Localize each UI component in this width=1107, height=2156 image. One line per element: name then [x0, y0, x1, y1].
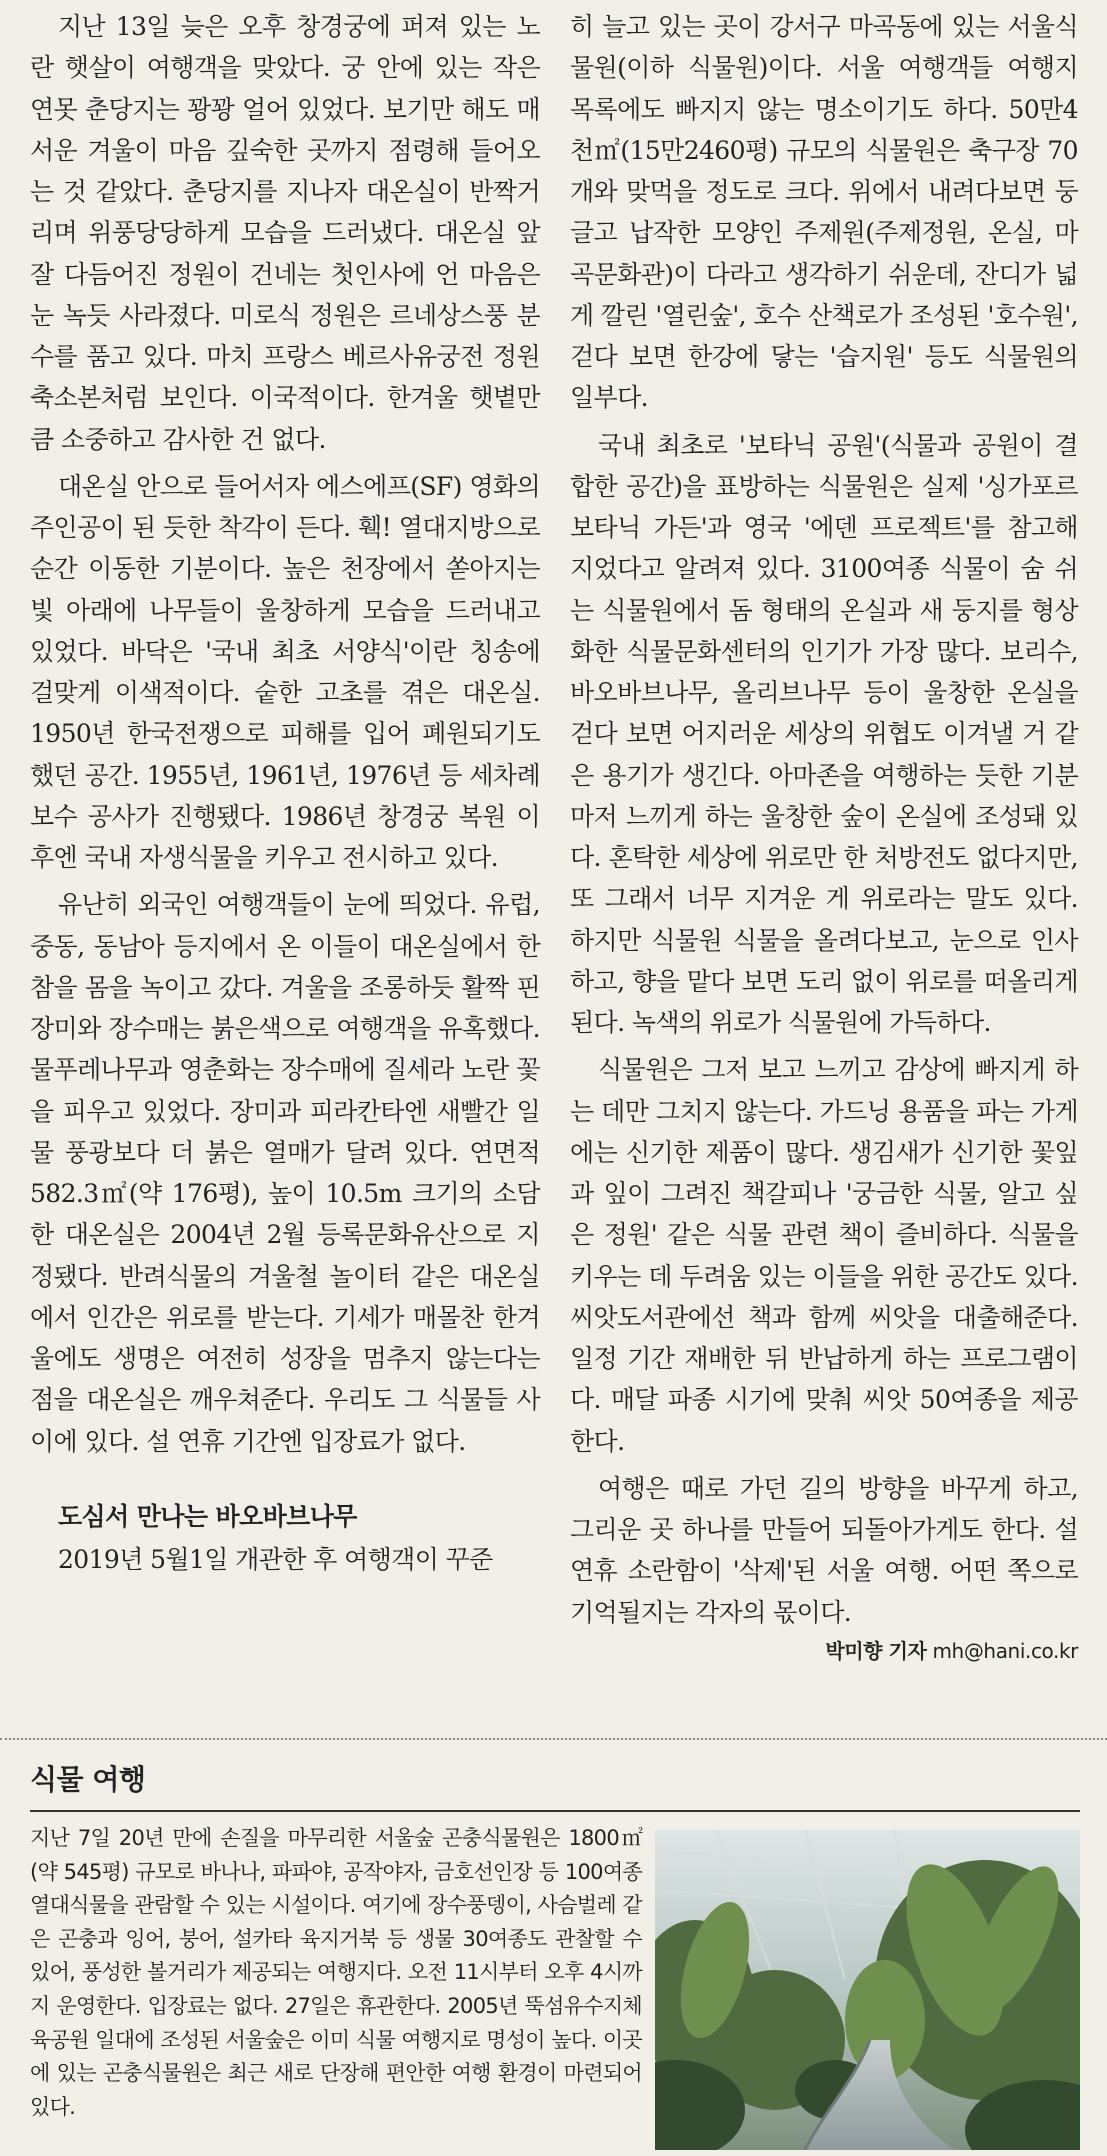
byline: [570, 1635, 1078, 1668]
greenhouse-photo: [655, 1830, 1080, 2150]
article-paragraph: 여행은 때로 가던 길의 방향을 바꾸게 하고, 그리운 곳 하나를 만들어 되돌아가게도 한다. 설 연휴 소란함이 '삭제'된 서울 여행. 어떤 쪽으로 기억될지는 각자의 몫이다.: [570, 1473, 1078, 1627]
section-divider: [0, 1738, 1107, 1740]
article-paragraph: 식물원은 그저 보고 느끼고 감상에 빠지게 하는 데만 그치지 않는다. 가드닝 용품을 파는 가게에는 신기한 제품이 많다. 생김새가 신기한 꽃잎과 잎이 그려진 책갈피나 '궁금한 식물, 알고 싶은 정원' 같은 식물 관련 책이 즐비하다. 식물을 키우는 데 두려움 있는 이들을 위한 공간도 있다. 씨앗도서관에선 책과 함께 씨앗을 대출해준다. 일정 기간 재배한 뒤 반납하게 하는 프로그램이다. 매달 파종 시기에 맞춰 씨앗 50여종을 제공한다.: [570, 1055, 1078, 1456]
article-paragraph: 국내 최초로 '보타닉 공원'(식물과 공원이 결합한 공간)을 표방하는 식물원은 실제 '싱가포르 보타닉 가든'과 영국 '에덴 프로젝트'를 참고해 지었다고 알려져 있다. 3100여종 식물이 숨 쉬는 식물원에서 돔 형태의 온실과 새 둥지를 형상화한 식물문화센터의 인기가 가장 많다. 보리수, 바오바브나무, 올리브나무 등이 울창한 온실을 걷다 보면 어지러운 세상의 위협도 이겨낼 거 같은 용기가 생긴다. 아마존을 여행하는 듯한 기분마저 느끼게 하는 울창한 숲이 온실에 조성돼 있다. 혼탁한 세상에 위로만 한 처방전도 없다지만, 또 그래서 너무 지겨운 게 위로라는 말도 있다. 하지만 식물원 식물을 올려다보고, 눈으로 인사하고, 향을 맡다 보면 도리 없이 위로를 떠올리게 된다. 녹색의 위로가 식물원에 가득하다.: [570, 430, 1078, 1037]
sidebar-title: 식물 여행: [30, 1763, 146, 1796]
article-paragraph: 히 늘고 있는 곳이 강서구 마곡동에 있는 서울식물원(이하 식물원)이다. 서울 여행객들 여행지 목록에도 빠지지 않는 명소이기도 하다. 50만4천㎡(15만2460평) 규모의 식물원은 축구장 70개와 맞먹을 정도로 크다. 위에서 내려다보면 둥글고 납작한 모양인 주제원(주제정원, 온실, 마곡문화관)이 다라고 생각하기 쉬운데, 잔디가 넓게 깔린 '열린숲', 호수 산책로가 조성된 '호수원', 걷다 보면 한강에 닿는 '습지원' 등도 식물원의 일부다.: [570, 12, 1078, 413]
article-left-column: [30, 6, 540, 1580]
article-paragraph: 지난 13일 늦은 오후 창경궁에 퍼져 있는 노란 햇살이 여행객을 맞았다. 궁 안에 있는 작은 연못 춘당지는 꽝꽝 얼어 있었다. 보기만 해도 매서운 겨울이 마음 깊숙한 곳까지 점령해 들어오는 것 같았다. 춘당지를 지나자 대온실이 반짝거리며 위풍당당하게 모습을 드러냈다. 대온실 앞 잘 다듬어진 정원이 건네는 첫인사에 언 마음은 눈 녹듯 사라졌다. 미로식 정원은 르네상스풍 분수를 품고 있다. 마치 프랑스 베르사유궁전 정원 축소본처럼 보인다. 이국적이다. 한겨울 햇볕만큼 소중하고 감사한 건 없다.: [30, 12, 540, 454]
sidebar-text: 지난 7일 20년 만에 손질을 마무리한 서울숲 곤충식물원은 1800㎡(약 545평) 규모로 바나나, 파파야, 공작야자, 금호선인장 등 100여종 열대식물을 관람할 수 있는 시설이다. 여기에 장수풍뎅이, 사슴벌레 같은 곤충과 잉어, 붕어, 설카타 육지거북 등 생물 30여종도 관찰할 수 있어, 풍성한 볼거리가 제공되는 여행지다. 오전 11시부터 오후 4시까지 운영한다. 입장료는 없다. 27일은 휴관한다. 2005년 뚝섬유수지체육공원 일대에 조성된 서울숲은 이미 식물 여행지로 명성이 높다. 이곳에 있는 곤충식물원은 최근 새로 단장해 편안한 여행 환경이 마련되어 있다.: [30, 1826, 642, 2119]
article-right-column: [570, 6, 1078, 1668]
article-paragraph: 유난히 외국인 여행객들이 눈에 띄었다. 유럽, 중동, 동남아 등지에서 온 이들이 대온실에서 한참을 몸을 녹이고 갔다. 겨울을 조롱하듯 활짝 핀 장미와 장수매는 붉은색으로 여행객을 유혹했다. 물푸레나무과 영춘화는 장수매에 질세라 노란 꽃을 피우고 있었다. 장미과 피라칸타엔 새빨간 일물 풍광보다 더 붉은 열매가 달려 있다. 연면적 582.3㎡(약 176평), 높이 10.5m 크기의 소담한 대온실은 2004년 2월 등록문화유산으로 지정됐다. 반려식물의 겨울철 놀이터 같은 대온실에서 인간은 위로를 받는다. 기세가 매몰찬 한겨울에도 생명은 여전히 성장을 멈추지 않는다는 점을 대온실은 깨우쳐준다. 우리도 그 식물들 사이에 있다. 설 연휴 기간엔 입장료가 없다.: [30, 890, 540, 1456]
byline-email: mh@hani.co.kr: [932, 1638, 1078, 1663]
article-subhead: 도심서 만나는 바오바브나무: [58, 1501, 357, 1531]
article-paragraph: 대온실 안으로 들어서자 에스에프(SF) 영화의 주인공이 된 듯한 착각이 든다. 훽! 열대지방으로 순간 이동한 기분이다. 높은 천장에서 쏟아지는 빛 아래에 나무들이 울창하게 모습을 드러내고 있었다. 바닥은 '국내 최초 서양식'이란 칭송에 걸맞게 이색적이다. 숱한 고초를 겪은 대온실. 1950년 한국전쟁으로 피해를 입어 폐원되기도 했던 공간. 1955년, 1961년, 1976년 등 세차례 보수 공사가 진행됐다. 1986년 창경궁 복원 이후엔 국내 자생식물을 키우고 전시하고 있다.: [30, 471, 540, 872]
sidebar-rule: [30, 1810, 1080, 1812]
byline-name: 박미향 기자: [825, 1638, 927, 1663]
article-paragraph: 2019년 5월1일 개관한 후 여행객이 꾸준: [58, 1545, 493, 1574]
